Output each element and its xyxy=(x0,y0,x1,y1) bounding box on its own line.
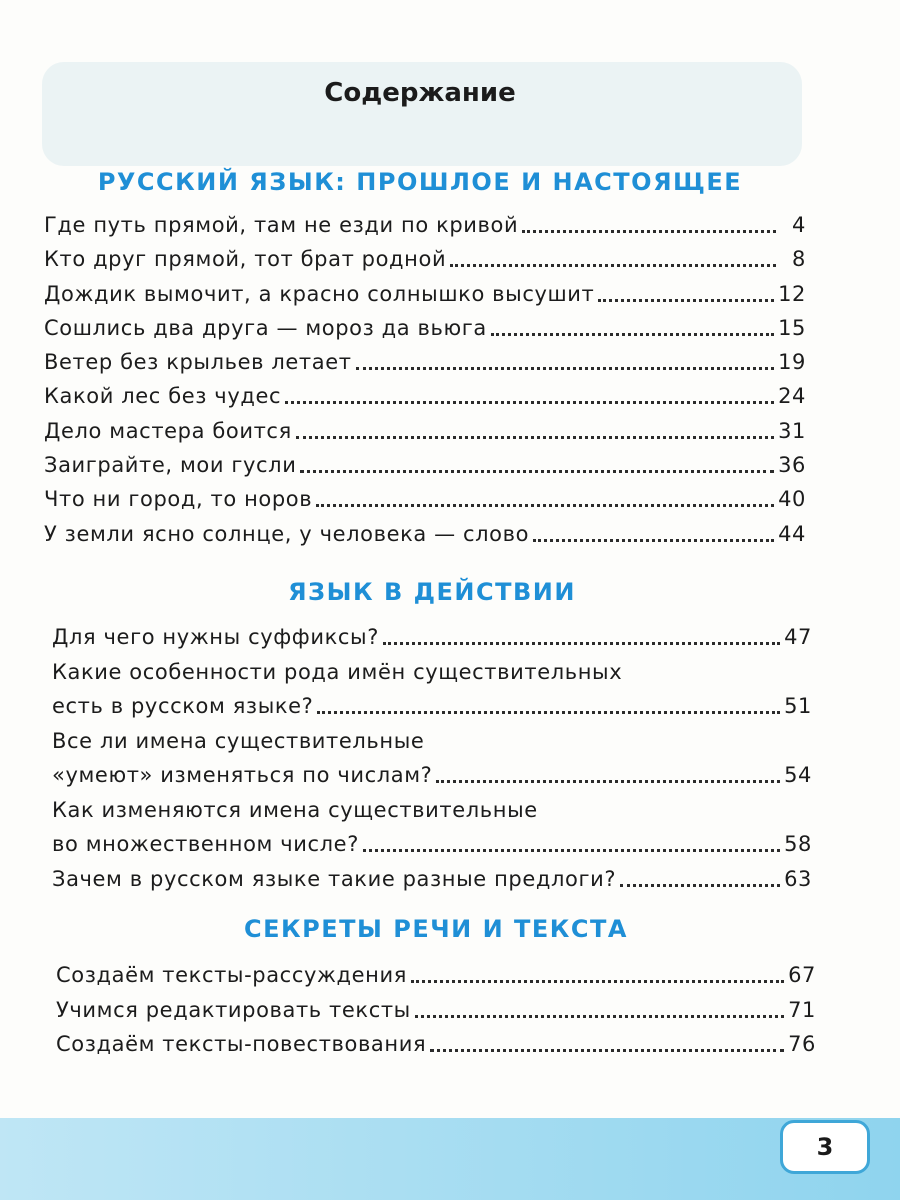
toc-page-number: 12 xyxy=(778,281,806,306)
toc-entry-title: Создаём тексты-повествования xyxy=(56,1032,427,1056)
toc-entry-title: Заиграйте, мои гусли xyxy=(44,453,297,478)
section-heading-secrets-of-speech-and-text: СЕКРЕТЫ РЕЧИ И ТЕКСТА xyxy=(244,915,628,943)
page-number-badge: 3 xyxy=(780,1120,870,1174)
toc-entry[interactable] xyxy=(52,862,812,897)
toc-entry-title-line1: Как изменяются имена существительные xyxy=(52,797,538,822)
toc-entry[interactable] xyxy=(52,793,812,862)
toc-entry[interactable] xyxy=(44,277,806,311)
toc-section-3 xyxy=(56,958,816,1062)
dot-leader xyxy=(436,780,780,783)
toc-entry-title: Дело мастера боится xyxy=(44,418,292,443)
toc-entry[interactable] xyxy=(44,482,806,516)
footer-band xyxy=(0,1118,900,1200)
toc-entry-title: Где путь прямой, там не езди по кривой xyxy=(44,213,519,237)
toc-entry[interactable] xyxy=(44,345,806,379)
dot-leader xyxy=(533,539,774,542)
toc-entry[interactable] xyxy=(56,958,816,993)
toc-entry-title: Учимся редактировать тексты xyxy=(56,997,411,1022)
toc-page-number: 31 xyxy=(778,418,806,443)
toc-entry[interactable] xyxy=(52,655,812,724)
toc-entry-title: У земли ясно солнце, у человека — слово xyxy=(44,521,530,546)
dot-leader xyxy=(383,642,780,645)
toc-entry-title: Зачем в русском языке такие разные предлоги? xyxy=(52,866,617,891)
dot-leader xyxy=(450,264,776,267)
toc-entry-title: Для чего нужны суффиксы? xyxy=(52,625,379,649)
toc-page-number: 15 xyxy=(778,315,806,340)
dot-leader xyxy=(363,849,780,852)
dot-leader xyxy=(300,470,774,473)
dot-leader xyxy=(430,1049,784,1052)
toc-page-number: 47 xyxy=(784,625,812,649)
toc-entry-title: есть в русском языке? xyxy=(52,693,314,718)
toc-section-1 xyxy=(44,208,806,551)
toc-entry-title: Ветер без крыльев летает xyxy=(44,350,352,375)
toc-page-number: 24 xyxy=(778,384,806,409)
toc-entry[interactable] xyxy=(44,242,806,276)
toc-page-number: 40 xyxy=(778,487,806,512)
toc-page-number: 19 xyxy=(778,350,806,375)
dot-leader xyxy=(316,504,774,507)
toc-page-number: 36 xyxy=(778,453,806,478)
dot-leader xyxy=(285,401,774,404)
toc-entry-title: Какой лес без чудес xyxy=(44,384,282,409)
toc-page-number: 44 xyxy=(778,521,806,546)
toc-entry[interactable] xyxy=(44,379,806,413)
dot-leader xyxy=(411,980,784,983)
page-title: Содержание xyxy=(324,78,516,108)
toc-entry[interactable] xyxy=(56,1027,816,1062)
toc-entry-title: Создаём тексты-рассуждения xyxy=(56,963,407,987)
toc-page-number: 8 xyxy=(792,247,806,272)
toc-page-number: 51 xyxy=(784,693,812,718)
dot-leader xyxy=(522,230,776,233)
toc-section-2 xyxy=(52,620,812,896)
dot-leader xyxy=(296,436,774,439)
section-heading-language-in-action: ЯЗЫК В ДЕЙСТВИИ xyxy=(288,578,576,606)
toc-entry-title: Кто друг прямой, тот брат родной xyxy=(44,247,447,272)
toc-entry-title-line1: Какие особенности рода имён существительных xyxy=(52,659,623,684)
dot-leader xyxy=(491,333,774,336)
section-heading-russian-language-past-present: РУССКИЙ ЯЗЫК: ПРОШЛОЕ И НАСТОЯЩЕЕ xyxy=(97,168,743,196)
toc-page-number: 4 xyxy=(792,213,806,237)
toc-entry-title: Что ни город, то норов xyxy=(44,487,313,512)
toc-page-number: 67 xyxy=(788,963,816,987)
toc-entry-title-line1: Все ли имена существительные xyxy=(52,728,425,753)
toc-page-number: 76 xyxy=(788,1032,816,1056)
toc-entry-title: «умеют» изменяться по числам? xyxy=(52,762,433,787)
toc-entry[interactable] xyxy=(44,208,806,242)
toc-entry[interactable] xyxy=(44,448,806,482)
toc-entry-title: во множественном числе? xyxy=(52,831,359,856)
toc-page-number: 71 xyxy=(788,997,816,1022)
toc-entry[interactable] xyxy=(44,414,806,448)
toc-entry[interactable] xyxy=(52,724,812,793)
toc-entry[interactable] xyxy=(52,620,812,655)
dot-leader xyxy=(620,884,780,887)
dot-leader xyxy=(415,1015,784,1018)
toc-entry-title: Сошлись два друга — мороз да вьюга xyxy=(44,315,487,340)
dot-leader xyxy=(356,367,775,370)
dot-leader xyxy=(598,299,774,302)
toc-page-number: 54 xyxy=(784,762,812,787)
toc-entry[interactable] xyxy=(56,993,816,1028)
dot-leader xyxy=(317,711,780,714)
toc-entry[interactable] xyxy=(44,311,806,345)
toc-page-number: 63 xyxy=(784,866,812,891)
toc-entry-title: Дождик вымочит, а красно солнышко высушит xyxy=(44,281,595,306)
toc-entry[interactable] xyxy=(44,517,806,551)
toc-page-number: 58 xyxy=(784,831,812,856)
